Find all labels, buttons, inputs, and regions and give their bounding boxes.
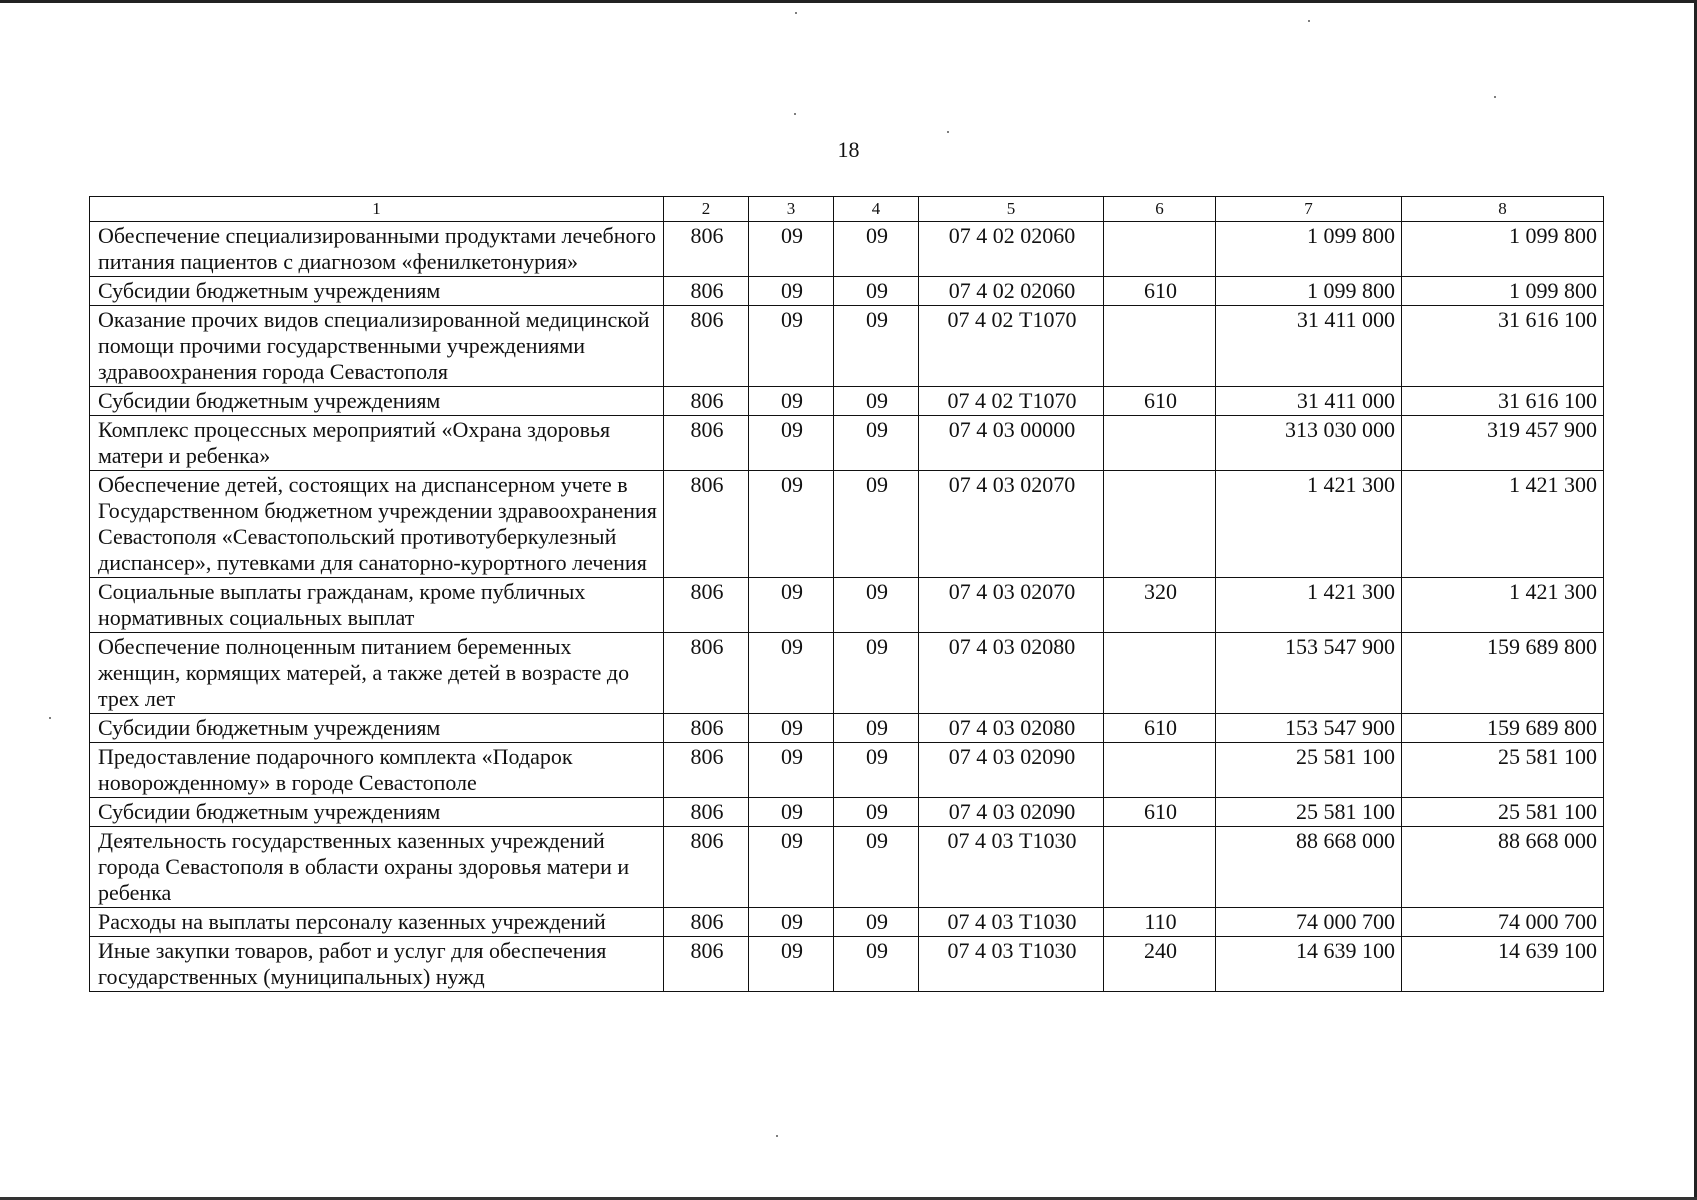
cell-amount-1: 25 581 100 (1216, 743, 1402, 798)
cell-section: 09 (749, 306, 834, 387)
cell-target-article: 07 4 02 Т1070 (919, 306, 1104, 387)
cell-name: Обеспечение специализированными продуктами лечебного питания пациентов с диагнозом «фенилкетонурия» (90, 222, 664, 277)
header-col-7: 7 (1216, 197, 1402, 222)
table-row (90, 743, 1604, 798)
cell-grbs: 806 (664, 827, 749, 908)
scan-speck (795, 12, 797, 14)
cell-name: Субсидии бюджетным учреждениям (90, 798, 664, 827)
header-col-8: 8 (1402, 197, 1604, 222)
cell-amount-1: 31 411 000 (1216, 387, 1402, 416)
scan-speck (794, 113, 796, 115)
table-row (90, 633, 1604, 714)
cell-name: Комплекс процессных мероприятий «Охрана здоровья матери и ребенка» (90, 416, 664, 471)
cell-expense-type: 240 (1104, 937, 1216, 992)
table-row (90, 306, 1604, 387)
cell-subsection: 09 (834, 908, 919, 937)
cell-amount-2: 88 668 000 (1402, 827, 1604, 908)
table-row (90, 416, 1604, 471)
table-row (90, 937, 1604, 992)
table-row (90, 222, 1604, 277)
cell-amount-2: 74 000 700 (1402, 908, 1604, 937)
cell-target-article: 07 4 03 02080 (919, 714, 1104, 743)
cell-target-article: 07 4 02 Т1070 (919, 387, 1104, 416)
cell-section: 09 (749, 222, 834, 277)
cell-target-article: 07 4 03 02090 (919, 743, 1104, 798)
header-col-3: 3 (749, 197, 834, 222)
cell-amount-1: 153 547 900 (1216, 633, 1402, 714)
cell-section: 09 (749, 714, 834, 743)
cell-expense-type: 610 (1104, 714, 1216, 743)
cell-section: 09 (749, 937, 834, 992)
cell-name: Социальные выплаты гражданам, кроме публичных нормативных социальных выплат (90, 578, 664, 633)
cell-grbs: 806 (664, 633, 749, 714)
cell-subsection: 09 (834, 827, 919, 908)
cell-amount-1: 1 421 300 (1216, 578, 1402, 633)
cell-target-article: 07 4 03 Т1030 (919, 827, 1104, 908)
cell-target-article: 07 4 02 02060 (919, 277, 1104, 306)
cell-subsection: 09 (834, 277, 919, 306)
cell-amount-2: 31 616 100 (1402, 306, 1604, 387)
cell-grbs: 806 (664, 277, 749, 306)
cell-expense-type (1104, 471, 1216, 578)
cell-amount-2: 31 616 100 (1402, 387, 1604, 416)
cell-name: Предоставление подарочного комплекта «Подарок новорожденному» в городе Севастополе (90, 743, 664, 798)
cell-amount-1: 31 411 000 (1216, 306, 1402, 387)
scan-speck (1308, 20, 1310, 22)
scan-speck (49, 717, 51, 719)
page-number: 18 (837, 137, 860, 162)
table-row (90, 277, 1604, 306)
cell-amount-1: 1 099 800 (1216, 222, 1402, 277)
cell-grbs: 806 (664, 714, 749, 743)
cell-section: 09 (749, 416, 834, 471)
cell-grbs: 806 (664, 743, 749, 798)
cell-expense-type (1104, 827, 1216, 908)
scan-speck (947, 131, 949, 133)
cell-subsection: 09 (834, 578, 919, 633)
cell-expense-type (1104, 306, 1216, 387)
cell-target-article: 07 4 03 02070 (919, 471, 1104, 578)
cell-amount-2: 1 099 800 (1402, 277, 1604, 306)
cell-section: 09 (749, 798, 834, 827)
cell-target-article: 07 4 03 Т1030 (919, 937, 1104, 992)
cell-grbs: 806 (664, 908, 749, 937)
cell-amount-2: 1 421 300 (1402, 471, 1604, 578)
cell-subsection: 09 (834, 387, 919, 416)
cell-target-article: 07 4 03 02070 (919, 578, 1104, 633)
cell-name: Иные закупки товаров, работ и услуг для обеспечения государственных (муниципальных) нужд (90, 937, 664, 992)
cell-grbs: 806 (664, 222, 749, 277)
cell-section: 09 (749, 277, 834, 306)
cell-expense-type (1104, 222, 1216, 277)
cell-section: 09 (749, 743, 834, 798)
header-col-4: 4 (834, 197, 919, 222)
cell-expense-type: 610 (1104, 277, 1216, 306)
cell-amount-1: 1 099 800 (1216, 277, 1402, 306)
cell-subsection: 09 (834, 714, 919, 743)
cell-subsection: 09 (834, 633, 919, 714)
cell-target-article: 07 4 02 02060 (919, 222, 1104, 277)
scan-speck (776, 1135, 778, 1137)
cell-subsection: 09 (834, 798, 919, 827)
cell-expense-type (1104, 633, 1216, 714)
cell-subsection: 09 (834, 743, 919, 798)
table-row (90, 798, 1604, 827)
header-col-2: 2 (664, 197, 749, 222)
cell-amount-1: 1 421 300 (1216, 471, 1402, 578)
table-row (90, 387, 1604, 416)
cell-amount-2: 1 421 300 (1402, 578, 1604, 633)
cell-section: 09 (749, 471, 834, 578)
cell-amount-2: 14 639 100 (1402, 937, 1604, 992)
cell-target-article: 07 4 03 02090 (919, 798, 1104, 827)
cell-grbs: 806 (664, 578, 749, 633)
cell-subsection: 09 (834, 471, 919, 578)
table-body (90, 222, 1604, 992)
cell-subsection: 09 (834, 937, 919, 992)
cell-subsection: 09 (834, 306, 919, 387)
budget-table (89, 196, 1604, 992)
cell-grbs: 806 (664, 471, 749, 578)
header-row (90, 197, 1604, 222)
cell-grbs: 806 (664, 937, 749, 992)
cell-expense-type (1104, 416, 1216, 471)
cell-name: Субсидии бюджетным учреждениям (90, 277, 664, 306)
scan-edge-top (0, 0, 1697, 3)
cell-grbs: 806 (664, 416, 749, 471)
cell-name: Субсидии бюджетным учреждениям (90, 714, 664, 743)
table-row (90, 471, 1604, 578)
cell-amount-1: 153 547 900 (1216, 714, 1402, 743)
cell-expense-type (1104, 743, 1216, 798)
cell-section: 09 (749, 633, 834, 714)
cell-name: Субсидии бюджетным учреждениям (90, 387, 664, 416)
cell-name: Обеспечение детей, состоящих на диспансерном учете в Государственном бюджетном учреждении здравоохранения Севастополя «Севастопольский противотуберкулезный диспансер», путевками для санаторно-курортного лечения (90, 471, 664, 578)
cell-target-article: 07 4 03 Т1030 (919, 908, 1104, 937)
cell-amount-1: 313 030 000 (1216, 416, 1402, 471)
cell-subsection: 09 (834, 416, 919, 471)
cell-section: 09 (749, 908, 834, 937)
table-row (90, 578, 1604, 633)
cell-expense-type: 320 (1104, 578, 1216, 633)
scan-speck (1494, 96, 1496, 98)
table-row (90, 827, 1604, 908)
cell-amount-1: 14 639 100 (1216, 937, 1402, 992)
cell-amount-2: 159 689 800 (1402, 714, 1604, 743)
cell-amount-2: 25 581 100 (1402, 798, 1604, 827)
table-row (90, 908, 1604, 937)
cell-name: Расходы на выплаты персоналу казенных учреждений (90, 908, 664, 937)
cell-amount-2: 1 099 800 (1402, 222, 1604, 277)
cell-expense-type: 610 (1104, 387, 1216, 416)
cell-amount-2: 25 581 100 (1402, 743, 1604, 798)
header-col-1: 1 (90, 197, 664, 222)
cell-amount-2: 319 457 900 (1402, 416, 1604, 471)
table-header (90, 197, 1604, 222)
cell-section: 09 (749, 827, 834, 908)
cell-section: 09 (749, 578, 834, 633)
header-col-6: 6 (1104, 197, 1216, 222)
cell-amount-1: 88 668 000 (1216, 827, 1402, 908)
cell-amount-1: 25 581 100 (1216, 798, 1402, 827)
cell-target-article: 07 4 03 02080 (919, 633, 1104, 714)
cell-grbs: 806 (664, 387, 749, 416)
cell-name: Оказание прочих видов специализированной медицинской помощи прочими государственными учреждениями здравоохранения города Севастополя (90, 306, 664, 387)
header-col-5: 5 (919, 197, 1104, 222)
cell-target-article: 07 4 03 00000 (919, 416, 1104, 471)
cell-subsection: 09 (834, 222, 919, 277)
cell-name: Обеспечение полноценным питанием беременных женщин, кормящих матерей, а также детей в возрасте до трех лет (90, 633, 664, 714)
cell-expense-type: 110 (1104, 908, 1216, 937)
cell-grbs: 806 (664, 798, 749, 827)
cell-amount-1: 74 000 700 (1216, 908, 1402, 937)
cell-expense-type: 610 (1104, 798, 1216, 827)
table-row (90, 714, 1604, 743)
cell-amount-2: 159 689 800 (1402, 633, 1604, 714)
cell-name: Деятельность государственных казенных учреждений города Севастополя в области охраны здоровья матери и ребенка (90, 827, 664, 908)
cell-section: 09 (749, 387, 834, 416)
cell-grbs: 806 (664, 306, 749, 387)
